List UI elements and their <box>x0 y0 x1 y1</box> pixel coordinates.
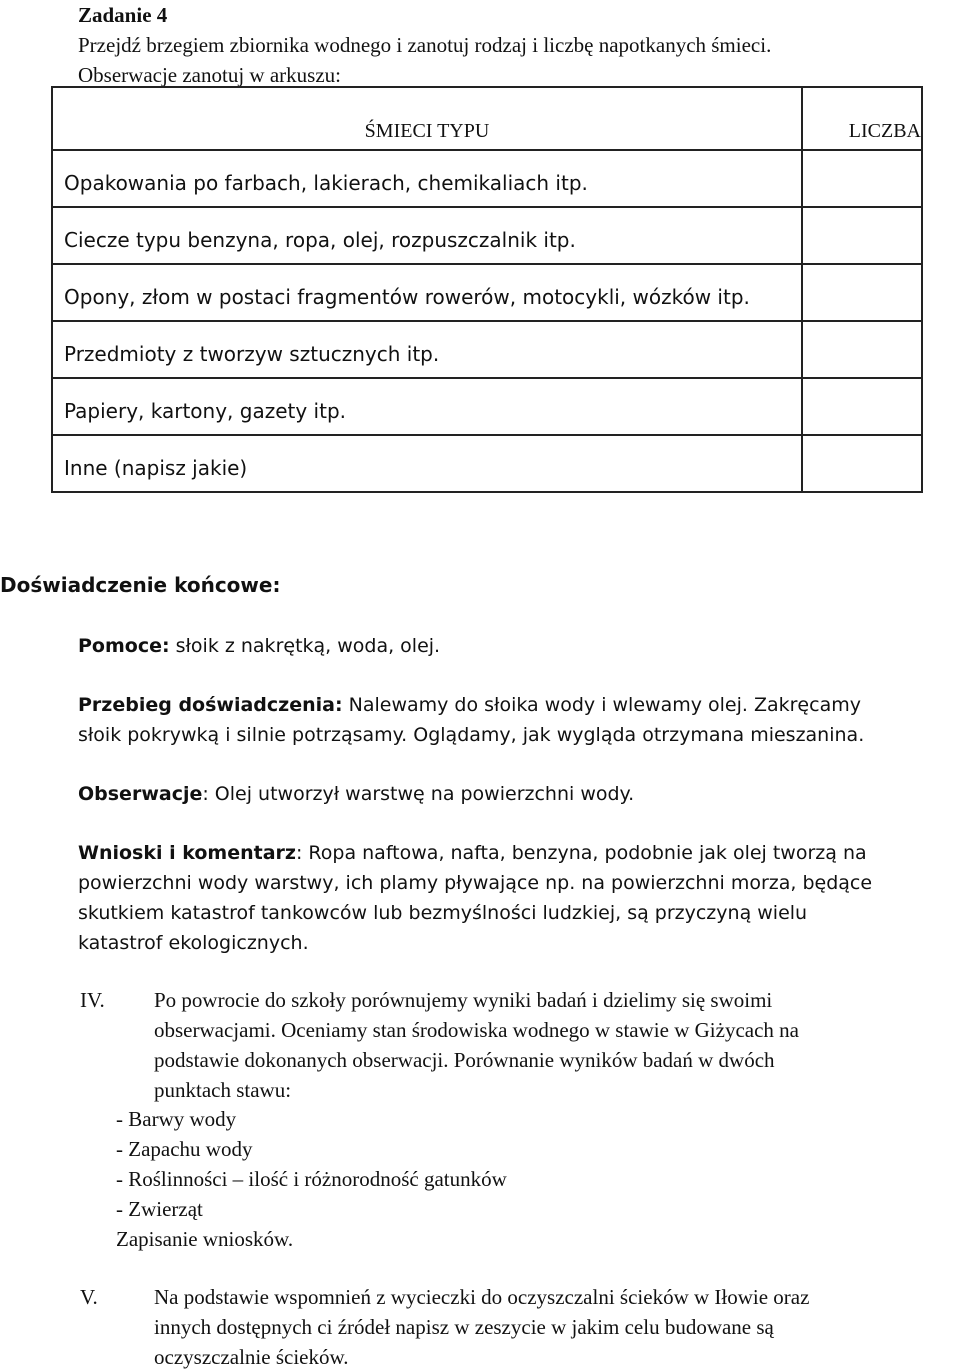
table-row <box>52 321 922 378</box>
course-paragraph <box>78 690 864 750</box>
conclusions-text-3: skutkiem katastrof tankowców lub bezmyślności ludzkiej, są przyczyną wielu <box>78 902 808 924</box>
list-item: - Zapachu wody <box>116 1137 253 1161</box>
count-cell[interactable] <box>802 150 922 207</box>
observations-paragraph <box>78 779 634 809</box>
header-cell-count: LICZBA <box>802 87 922 150</box>
task-instruction: Przejdź brzegiem zbiornika wodnego i zanotuj rodzaj i liczbę napotkanych śmieci. <box>78 33 772 57</box>
section-4-line: obserwacjami. Oceniamy stan środowiska wodnego w stawie w Giżycach na <box>154 1018 799 1042</box>
section-5-text <box>154 1282 960 1372</box>
conclusions-text: : Ropa naftowa, nafta, benzyna, podobnie jak olej tworzą na <box>295 842 867 864</box>
section-4-text <box>154 985 799 1105</box>
list-item: - Zwierząt <box>116 1197 203 1221</box>
course-text-2: słoik pokrywką i silnie potrząsamy. Oglądamy, jak wygląda otrzymana mieszanina. <box>78 724 865 746</box>
table-row <box>52 264 922 321</box>
task-block <box>78 0 771 90</box>
count-cell[interactable] <box>802 378 922 435</box>
section-4-line: punktach stawu: <box>154 1078 292 1102</box>
aids-text: słoik z nakrętką, woda, olej. <box>169 635 441 657</box>
section-4-number: IV. <box>80 988 105 1012</box>
conclusions-paragraph <box>78 838 872 958</box>
count-cell[interactable] <box>802 435 922 492</box>
task-title: Zadanie 4 <box>78 3 168 27</box>
table-header-row <box>52 87 922 150</box>
section-4-line: Po powrocie do szkoły porównujemy wyniki badań i dzielimy się swoimi <box>154 988 773 1012</box>
section-5-number: V. <box>80 1285 98 1309</box>
row-label: Inne (napisz jakie) <box>52 435 802 492</box>
section-4-line: podstawie dokonanych obserwacji. Porównanie wyników badań w dwóch <box>154 1048 775 1072</box>
row-label: Papiery, kartony, gazety itp. <box>52 378 802 435</box>
list-item: - Roślinności – ilość i różnorodność gatunków <box>116 1167 507 1191</box>
conclusions-text-4: katastrof ekologicznych. <box>78 932 309 954</box>
table-row <box>52 378 922 435</box>
closing-line: Zapisanie wniosków. <box>116 1227 294 1251</box>
observations-text: : Olej utworzył warstwę na powierzchni wody. <box>202 783 635 805</box>
course-text: Nalewamy do słoika wody i wlewamy olej. Zakręcamy <box>342 694 861 716</box>
conclusions-text-2: powierzchni wody warstwy, ich plamy pływające np. na powierzchni morza, będące <box>78 872 873 894</box>
row-label: Opakowania po farbach, lakierach, chemikaliach itp. <box>52 150 802 207</box>
section-5-line: Na podstawie wspomnień z wycieczki do oczyszczalni ścieków w Iłowie oraz <box>154 1285 810 1309</box>
comparison-list <box>116 1104 507 1254</box>
trash-worksheet-table <box>51 86 923 493</box>
experiment-heading: Doświadczenie końcowe: <box>0 573 281 597</box>
section-5-line: oczyszczalnie ścieków. <box>154 1345 349 1369</box>
section-5-line: innych dostępnych ci źródeł napisz w zeszycie w jakim celu budowane są <box>154 1315 774 1339</box>
course-label: Przebieg doświadczenia: <box>78 694 343 716</box>
list-item: - Barwy wody <box>116 1107 237 1131</box>
header-cell-type: ŚMIECI TYPU <box>52 87 802 150</box>
row-label: Opony, złom w postaci fragmentów rowerów, motocykli, wózków itp. <box>52 264 802 321</box>
count-cell[interactable] <box>802 321 922 378</box>
table-row <box>52 207 922 264</box>
table-row <box>52 150 922 207</box>
row-label: Przedmioty z tworzyw sztucznych itp. <box>52 321 802 378</box>
table-row <box>52 435 922 492</box>
aids-paragraph <box>78 631 440 661</box>
count-cell[interactable] <box>802 264 922 321</box>
aids-label: Pomoce: <box>78 635 170 657</box>
row-label: Ciecze typu benzyna, ropa, olej, rozpuszczalnik itp. <box>52 207 802 264</box>
conclusions-label: Wnioski i komentarz <box>78 842 296 864</box>
count-cell[interactable] <box>802 207 922 264</box>
observations-label: Obserwacje <box>78 783 203 805</box>
task-instruction-2: Obserwacje zanotuj w arkuszu: <box>78 63 341 87</box>
